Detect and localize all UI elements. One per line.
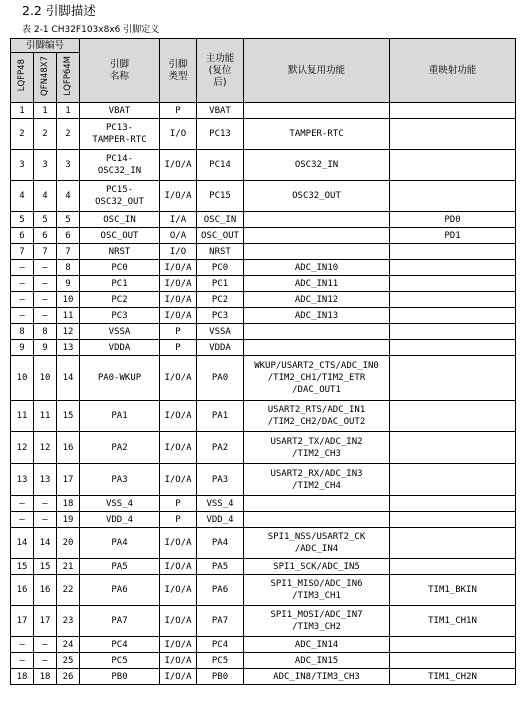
pin-name-cell: PC5 — [80, 653, 160, 669]
qfn48-cell: – — [34, 308, 57, 324]
remap-cell — [390, 340, 516, 356]
default-alt-cell — [244, 324, 390, 340]
lqfp64-cell: 17 — [57, 464, 80, 496]
main-function-cell: OSC_IN — [197, 212, 244, 228]
remap-cell — [390, 324, 516, 340]
pin-type-cell: I/O/A — [160, 432, 197, 464]
pin-type-header: 引脚 类型 — [160, 39, 197, 103]
pin-type-cell: I/O/A — [160, 559, 197, 575]
main-function-cell: PC2 — [197, 292, 244, 308]
pin-name-cell: PA0-WKUP — [80, 356, 160, 401]
pin-type-cell: I/O/A — [160, 276, 197, 292]
lqfp48-cell: – — [11, 276, 34, 292]
table-row — [11, 356, 516, 401]
pin-type-cell: I/O — [160, 244, 197, 260]
table-row — [11, 260, 516, 276]
qfn48-cell: – — [34, 653, 57, 669]
main-function-cell: NRST — [197, 244, 244, 260]
pin-type-cell: I/O — [160, 119, 197, 150]
pin-name-cell: PC13- TAMPER-RTC — [80, 119, 160, 150]
qfn48-cell: – — [34, 512, 57, 528]
lqfp48-cell: 12 — [11, 432, 34, 464]
pin-type-cell: I/O/A — [160, 464, 197, 496]
lqfp48-cell: – — [11, 637, 34, 653]
lqfp64-cell: 18 — [57, 496, 80, 512]
lqfp48-cell: 9 — [11, 340, 34, 356]
default-alt-cell: ADC_IN12 — [244, 292, 390, 308]
remap-cell — [390, 260, 516, 276]
main-function-cell: PC15 — [197, 181, 244, 212]
lqfp48-cell: 17 — [11, 606, 34, 637]
lqfp64-cell: 12 — [57, 324, 80, 340]
table-row — [11, 292, 516, 308]
pin-name-cell: VBAT — [80, 103, 160, 119]
main-function-cell: PA3 — [197, 464, 244, 496]
pin-type-cell: I/O/A — [160, 292, 197, 308]
table-row — [11, 559, 516, 575]
pin-name-cell: PA3 — [80, 464, 160, 496]
qfn48-cell: 11 — [34, 401, 57, 432]
lqfp64-cell: 21 — [57, 559, 80, 575]
lqfp48-cell: 1 — [11, 103, 34, 119]
main-function-cell: PA2 — [197, 432, 244, 464]
pin-type-cell: P — [160, 340, 197, 356]
pin-name-cell: PB0 — [80, 669, 160, 685]
lqfp48-cell: – — [11, 512, 34, 528]
remap-cell — [390, 637, 516, 653]
pin-type-cell: P — [160, 512, 197, 528]
main-function-cell: PA5 — [197, 559, 244, 575]
qfn48-cell: 4 — [34, 181, 57, 212]
default-alt-cell: TAMPER-RTC — [244, 119, 390, 150]
default-alt-cell: ADC_IN13 — [244, 308, 390, 324]
lqfp64-cell: 6 — [57, 228, 80, 244]
remap-cell — [390, 432, 516, 464]
lqfp48-cell: 16 — [11, 575, 34, 606]
lqfp64-cell: 3 — [57, 150, 80, 181]
lqfp64-cell: 8 — [57, 260, 80, 276]
lqfp48-cell: 11 — [11, 401, 34, 432]
default-alt-cell: WKUP/USART2_CTS/ADC_IN0 /TIM2_CH1/TIM2_ETR /DAC_OUT1 — [244, 356, 390, 401]
qfn48-cell: 18 — [34, 669, 57, 685]
default-alt-cell: SPI1_MISO/ADC_IN6 /TIM3_CH1 — [244, 575, 390, 606]
table-row — [11, 432, 516, 464]
lqfp64-cell: 19 — [57, 512, 80, 528]
lqfp48-cell: 10 — [11, 356, 34, 401]
table-row — [11, 103, 516, 119]
remap-cell — [390, 103, 516, 119]
default-alt-cell — [244, 496, 390, 512]
table-row — [11, 496, 516, 512]
table-row — [11, 340, 516, 356]
table-row — [11, 512, 516, 528]
qfn48-cell: 2 — [34, 119, 57, 150]
lqfp48-cell: 7 — [11, 244, 34, 260]
table-row — [11, 528, 516, 559]
qfn48-cell: 1 — [34, 103, 57, 119]
default-alt-cell — [244, 340, 390, 356]
lqfp64-cell: 5 — [57, 212, 80, 228]
lqfp64-cell: 9 — [57, 276, 80, 292]
remap-cell — [390, 292, 516, 308]
qfn48-cell: – — [34, 292, 57, 308]
pin-name-cell: PC15- OSC32_OUT — [80, 181, 160, 212]
default-alt-cell — [244, 103, 390, 119]
pin-type-cell: I/O/A — [160, 308, 197, 324]
pin-name-cell: VSSA — [80, 324, 160, 340]
default-alt-cell: ADC_IN15 — [244, 653, 390, 669]
table-row — [11, 575, 516, 606]
main-function-cell: OSC_OUT — [197, 228, 244, 244]
pin-name-cell: PC14- OSC32_IN — [80, 150, 160, 181]
remap-cell — [390, 653, 516, 669]
qfn48-header: QFN48X7 — [34, 53, 57, 103]
pin-name-header: 引脚 名称 — [80, 39, 160, 103]
lqfp64-cell: 24 — [57, 637, 80, 653]
pin-name-cell: PA5 — [80, 559, 160, 575]
remap-cell — [390, 276, 516, 292]
table-row — [11, 401, 516, 432]
pin-name-cell: VDD_4 — [80, 512, 160, 528]
pin-type-cell: I/O/A — [160, 637, 197, 653]
qfn48-cell: 12 — [34, 432, 57, 464]
pin-name-cell: PC1 — [80, 276, 160, 292]
lqfp64-cell: 15 — [57, 401, 80, 432]
lqfp64-cell: 4 — [57, 181, 80, 212]
pin-type-cell: O/A — [160, 228, 197, 244]
default-alt-cell: USART2_TX/ADC_IN2 /TIM2_CH3 — [244, 432, 390, 464]
default-alt-cell: USART2_RX/ADC_IN3 /TIM2_CH4 — [244, 464, 390, 496]
pin-number-group-header: 引脚编号 — [11, 39, 80, 53]
table-row — [11, 637, 516, 653]
remap-cell — [390, 512, 516, 528]
main-function-cell: PA6 — [197, 575, 244, 606]
main-function-cell: PA0 — [197, 356, 244, 401]
default-alt-cell — [244, 244, 390, 260]
default-alt-cell: SPI1_SCK/ADC_IN5 — [244, 559, 390, 575]
default-alt-cell — [244, 512, 390, 528]
remap-cell — [390, 150, 516, 181]
pin-name-cell: PC2 — [80, 292, 160, 308]
pin-type-cell: I/O/A — [160, 260, 197, 276]
lqfp48-cell: – — [11, 260, 34, 276]
lqfp64-cell: 13 — [57, 340, 80, 356]
table-row — [11, 606, 516, 637]
default-alt-cell: SPI1_MOSI/ADC_IN7 /TIM3_CH2 — [244, 606, 390, 637]
table-row — [11, 181, 516, 212]
pin-name-cell: PC0 — [80, 260, 160, 276]
pin-name-cell: PC4 — [80, 637, 160, 653]
main-function-cell: VSS_4 — [197, 496, 244, 512]
remap-cell — [390, 464, 516, 496]
lqfp64-cell: 26 — [57, 669, 80, 685]
qfn48-cell: 7 — [34, 244, 57, 260]
remap-cell: PD1 — [390, 228, 516, 244]
lqfp64-cell: 22 — [57, 575, 80, 606]
pin-type-cell: I/O/A — [160, 575, 197, 606]
default-alt-cell: OSC32_OUT — [244, 181, 390, 212]
lqfp64-cell: 25 — [57, 653, 80, 669]
table-row — [11, 464, 516, 496]
lqfp48-cell: – — [11, 308, 34, 324]
pin-name-cell: PA4 — [80, 528, 160, 559]
lqfp64-cell: 11 — [57, 308, 80, 324]
main-function-cell: PC14 — [197, 150, 244, 181]
lqfp48-cell: – — [11, 653, 34, 669]
lqfp64-cell: 10 — [57, 292, 80, 308]
table-row — [11, 308, 516, 324]
pin-type-cell: P — [160, 496, 197, 512]
table-row — [11, 669, 516, 685]
pin-type-cell: I/O/A — [160, 669, 197, 685]
pin-name-cell: VSS_4 — [80, 496, 160, 512]
lqfp48-cell: 6 — [11, 228, 34, 244]
pin-name-cell: VDDA — [80, 340, 160, 356]
main-function-cell: PA4 — [197, 528, 244, 559]
qfn48-cell: 3 — [34, 150, 57, 181]
main-function-header: 主功能 (复位 后) — [197, 39, 244, 103]
pin-type-cell: I/O/A — [160, 606, 197, 637]
lqfp48-cell: 18 — [11, 669, 34, 685]
remap-cell: TIM1_CH1N — [390, 606, 516, 637]
main-function-cell: PB0 — [197, 669, 244, 685]
main-function-cell: PA7 — [197, 606, 244, 637]
default-alt-cell: OSC32_IN — [244, 150, 390, 181]
lqfp64-header: LQFP64M — [57, 53, 80, 103]
lqfp48-cell: – — [11, 496, 34, 512]
main-function-cell: PC5 — [197, 653, 244, 669]
remap-cell: PD0 — [390, 212, 516, 228]
qfn48-cell: 8 — [34, 324, 57, 340]
remap-cell — [390, 308, 516, 324]
pin-type-cell: P — [160, 324, 197, 340]
pin-definition-table — [10, 38, 516, 685]
qfn48-cell: 14 — [34, 528, 57, 559]
lqfp48-cell: 2 — [11, 119, 34, 150]
remap-cell — [390, 119, 516, 150]
default-alt-cell — [244, 212, 390, 228]
table-row — [11, 244, 516, 260]
pin-type-cell: I/O/A — [160, 528, 197, 559]
table-row — [11, 212, 516, 228]
qfn48-cell: 5 — [34, 212, 57, 228]
table-row — [11, 276, 516, 292]
remap-header: 重映射功能 — [390, 39, 516, 103]
qfn48-cell: – — [34, 637, 57, 653]
main-function-cell: PA1 — [197, 401, 244, 432]
qfn48-cell: 6 — [34, 228, 57, 244]
main-function-cell: PC3 — [197, 308, 244, 324]
remap-cell — [390, 244, 516, 260]
qfn48-cell: 9 — [34, 340, 57, 356]
pin-type-cell: I/O/A — [160, 653, 197, 669]
lqfp64-cell: 7 — [57, 244, 80, 260]
default-alt-cell: SPI1_NSS/USART2_CK /ADC_IN4 — [244, 528, 390, 559]
table-row — [11, 119, 516, 150]
pin-name-cell: PA1 — [80, 401, 160, 432]
remap-cell — [390, 528, 516, 559]
qfn48-cell: 16 — [34, 575, 57, 606]
pin-type-cell: P — [160, 103, 197, 119]
default-alt-cell: USART2_RTS/ADC_IN1 /TIM2_CH2/DAC_OUT2 — [244, 401, 390, 432]
pin-type-cell: I/A — [160, 212, 197, 228]
lqfp48-cell: 4 — [11, 181, 34, 212]
qfn48-cell: 15 — [34, 559, 57, 575]
lqfp48-cell: 8 — [11, 324, 34, 340]
qfn48-cell: 13 — [34, 464, 57, 496]
section-title: 2.2 引脚描述 — [22, 3, 96, 18]
main-function-cell: PC0 — [197, 260, 244, 276]
qfn48-cell: 17 — [34, 606, 57, 637]
pin-name-cell: NRST — [80, 244, 160, 260]
default-alt-cell: ADC_IN8/TIM3_CH3 — [244, 669, 390, 685]
qfn48-cell: 10 — [34, 356, 57, 401]
lqfp64-cell: 2 — [57, 119, 80, 150]
main-function-cell: VBAT — [197, 103, 244, 119]
qfn48-cell: – — [34, 260, 57, 276]
default-alt-cell: ADC_IN14 — [244, 637, 390, 653]
main-function-cell: VSSA — [197, 324, 244, 340]
default-alt-cell: ADC_IN10 — [244, 260, 390, 276]
lqfp64-cell: 14 — [57, 356, 80, 401]
lqfp64-cell: 1 — [57, 103, 80, 119]
main-function-cell: VDD_4 — [197, 512, 244, 528]
default-alt-header: 默认复用功能 — [244, 39, 390, 103]
lqfp48-cell: 14 — [11, 528, 34, 559]
remap-cell — [390, 181, 516, 212]
lqfp64-cell: 23 — [57, 606, 80, 637]
remap-cell: TIM1_CH2N — [390, 669, 516, 685]
default-alt-cell — [244, 228, 390, 244]
pin-name-cell: PC3 — [80, 308, 160, 324]
main-function-cell: VDDA — [197, 340, 244, 356]
lqfp48-header: LQFP48 — [11, 53, 34, 103]
lqfp48-cell: – — [11, 292, 34, 308]
remap-cell — [390, 559, 516, 575]
remap-cell — [390, 356, 516, 401]
main-function-cell: PC4 — [197, 637, 244, 653]
table-row — [11, 653, 516, 669]
pin-name-cell: OSC_OUT — [80, 228, 160, 244]
pin-name-cell: PA7 — [80, 606, 160, 637]
pin-name-cell: PA6 — [80, 575, 160, 606]
table-caption: 表 2-1 CH32F103x8x6 引脚定义 — [22, 25, 160, 35]
pin-type-cell: I/O/A — [160, 401, 197, 432]
lqfp48-cell: 13 — [11, 464, 34, 496]
remap-cell — [390, 496, 516, 512]
table-row — [11, 324, 516, 340]
qfn48-cell: – — [34, 276, 57, 292]
table-row — [11, 150, 516, 181]
pin-name-cell: OSC_IN — [80, 212, 160, 228]
remap-cell — [390, 401, 516, 432]
main-function-cell: PC1 — [197, 276, 244, 292]
lqfp48-cell: 3 — [11, 150, 34, 181]
table-row — [11, 228, 516, 244]
lqfp48-cell: 15 — [11, 559, 34, 575]
lqfp64-cell: 20 — [57, 528, 80, 559]
qfn48-cell: – — [34, 496, 57, 512]
default-alt-cell: ADC_IN11 — [244, 276, 390, 292]
pin-name-cell: PA2 — [80, 432, 160, 464]
pin-type-cell: I/O/A — [160, 150, 197, 181]
pin-rows — [11, 103, 516, 685]
lqfp48-cell: 5 — [11, 212, 34, 228]
remap-cell: TIM1_BKIN — [390, 575, 516, 606]
pin-type-cell: I/O/A — [160, 356, 197, 401]
main-function-cell: PC13 — [197, 119, 244, 150]
pin-type-cell: I/O/A — [160, 181, 197, 212]
lqfp64-cell: 16 — [57, 432, 80, 464]
